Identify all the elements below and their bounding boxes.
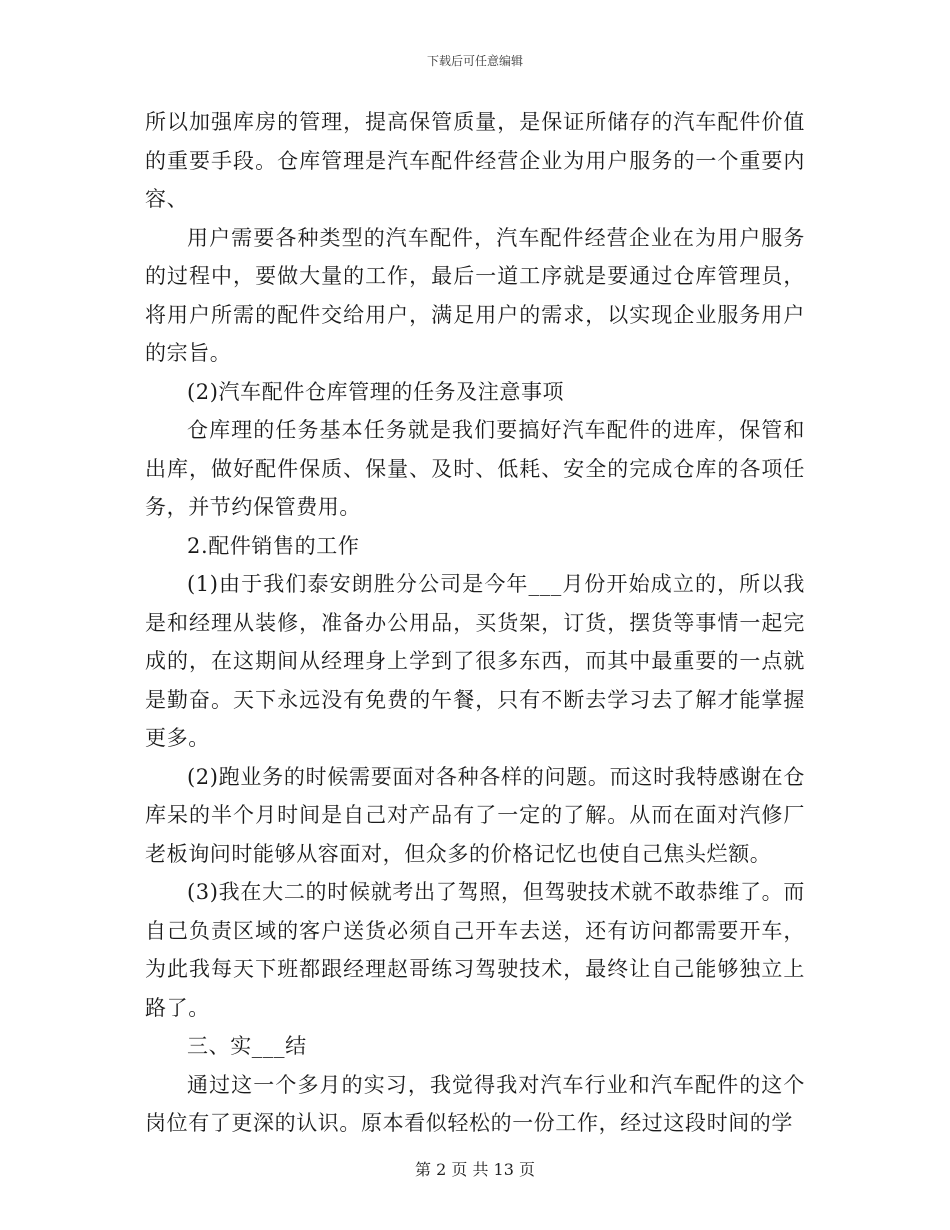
document-body — [145, 103, 805, 1143]
section-heading: 2.配件销售的工作 — [187, 533, 360, 558]
section-heading: (2)汽车配件仓库管理的任务及注意事项 — [187, 379, 565, 404]
paragraph: (3)我在大二的时候就考出了驾照，但驾驶技术就不敢恭维了。而自己负责区域的客户送货必须自己开车去送，还有访问都需要开车，为此我每天下班都跟经理赵哥练习驾驶技术，最终让自己能够独立上路了。 — [145, 880, 805, 1020]
page-header: 下载后可任意编辑 — [426, 54, 523, 68]
page-number: 第 2 页 共 13 页 — [415, 1160, 535, 1179]
section-heading: 三、实___结 — [187, 1034, 307, 1058]
paragraph: (2)跑业务的时候需要面对各种各样的问题。而这时我特感谢在仓库呆的半个月时间是自己对产品有了一定的了解。从而在面对汽修厂老板询问时能够从容面对，但众多的价格记忆也使自己焦头烂额。 — [145, 764, 805, 866]
paragraph: 用户需要各种类型的汽车配件，汽车配件经营企业在为用户服务的过程中，要做大量的工作，最后一道工序就是要通过仓库管理员，将用户所需的配件交给用户，满足用户的需求，以实现企业服务用户的宗旨。 — [145, 225, 805, 365]
paragraph: 仓库理的任务基本任务就是我们要搞好汽车配件的进库，保管和出库，做好配件保质、保量、及时、低耗、安全的完成仓库的各项任务，并节约保管费用。 — [145, 418, 805, 519]
paragraph: (1)由于我们泰安朗胜分公司是今年___月份开始成立的，所以我是和经理从装修，准备办公用品，买货架，订货，摆货等事情一起完成的，在这期间从经理身上学到了很多东西，而其中最重要的一点就是勤奋。天下永远没有免费的午餐，只有不断去学习去了解才能掌握更多。 — [145, 572, 805, 750]
paragraph: 通过这一个多月的实习，我觉得我对汽车行业和汽车配件的这个岗位有了更深的认识。原本看似轻松的一份工作，经过这段时间的学 — [145, 1072, 805, 1135]
paragraph: 所以加强库房的管理，提高保管质量，是保证所储存的汽车配件价值的重要手段。仓库管理是汽车配件经营企业为用户服务的一个重要内容、 — [145, 110, 805, 211]
